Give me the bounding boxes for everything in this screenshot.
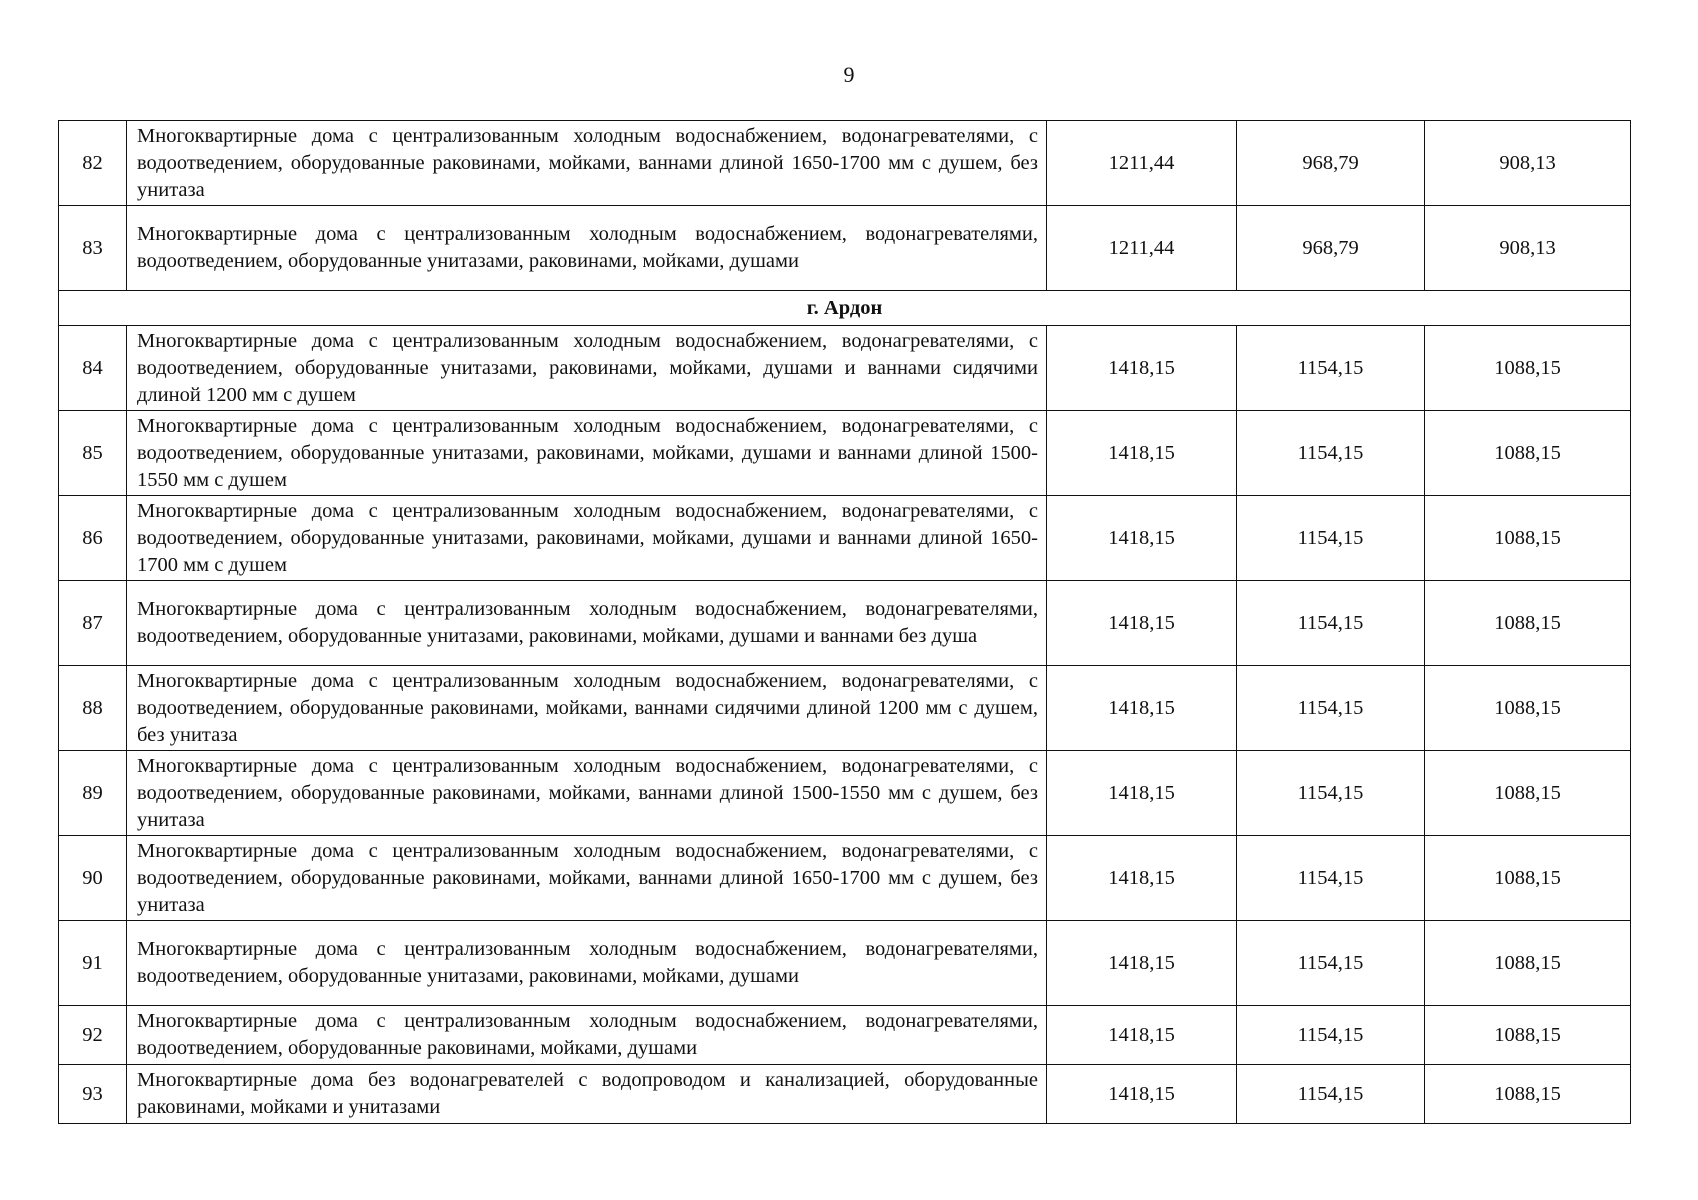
tariff-value-1: 1418,15 xyxy=(1047,921,1237,1006)
row-number: 87 xyxy=(59,581,127,666)
row-number: 93 xyxy=(59,1065,127,1124)
tariff-value-1: 1418,15 xyxy=(1047,836,1237,921)
tariff-value-2: 1154,15 xyxy=(1237,1006,1425,1065)
tariff-value-3: 1088,15 xyxy=(1425,921,1631,1006)
table-row xyxy=(59,921,1631,1006)
row-description: Многоквартирные дома с централизованным холодным водоснабжением, водонагревателями, водоотведением, оборудованные унитазами, раковинами, мойками, душами xyxy=(127,921,1047,1006)
table-row xyxy=(59,1006,1631,1065)
tariff-value-3: 1088,15 xyxy=(1425,326,1631,411)
tariff-value-2: 1154,15 xyxy=(1237,496,1425,581)
row-description: Многоквартирные дома с централизованным холодным водоснабжением, водонагревателями, с водоотведением, оборудованные раковинами, мойками, ваннами длиной 1650-1700 мм с душем, без унитаза xyxy=(127,836,1047,921)
table-row xyxy=(59,121,1631,206)
row-description: Многоквартирные дома с централизованным холодным водоснабжением, водонагревателями, с водоотведением, оборудованные унитазами, раковинами, мойками, душами и ваннами длиной 1650-1700 мм с душем xyxy=(127,496,1047,581)
tariff-value-1: 1211,44 xyxy=(1047,206,1237,291)
row-description: Многоквартирные дома с централизованным холодным водоснабжением, водонагревателями, с водоотведением, оборудованные унитазами, раковинами, мойками, душами и ваннами сидячими длиной 1200 мм с душем xyxy=(127,326,1047,411)
tariff-value-2: 1154,15 xyxy=(1237,666,1425,751)
tariff-value-3: 1088,15 xyxy=(1425,1065,1631,1124)
tariff-value-2: 1154,15 xyxy=(1237,1065,1425,1124)
tariff-value-3: 1088,15 xyxy=(1425,411,1631,496)
tariff-value-3: 1088,15 xyxy=(1425,496,1631,581)
city-heading-row xyxy=(59,291,1631,326)
row-number: 85 xyxy=(59,411,127,496)
table-row xyxy=(59,326,1631,411)
tariff-table xyxy=(58,120,1631,1124)
tariff-value-1: 1418,15 xyxy=(1047,581,1237,666)
tariff-value-1: 1418,15 xyxy=(1047,751,1237,836)
tariff-value-3: 1088,15 xyxy=(1425,1006,1631,1065)
table-row xyxy=(59,751,1631,836)
row-description: Многоквартирные дома с централизованным холодным водоснабжением, водонагревателями, водоотведением, оборудованные унитазами, раковинами, мойками, душами и ваннами без душа xyxy=(127,581,1047,666)
table-row xyxy=(59,1065,1631,1124)
tariff-value-2: 1154,15 xyxy=(1237,326,1425,411)
tariff-value-2: 1154,15 xyxy=(1237,581,1425,666)
row-number: 91 xyxy=(59,921,127,1006)
table-row xyxy=(59,836,1631,921)
tariff-value-1: 1418,15 xyxy=(1047,666,1237,751)
tariff-value-1: 1418,15 xyxy=(1047,326,1237,411)
tariff-value-1: 1418,15 xyxy=(1047,496,1237,581)
row-number: 89 xyxy=(59,751,127,836)
row-number: 88 xyxy=(59,666,127,751)
table-row xyxy=(59,666,1631,751)
page-number: 9 xyxy=(843,62,855,87)
tariff-value-2: 968,79 xyxy=(1237,206,1425,291)
row-number: 86 xyxy=(59,496,127,581)
row-description: Многоквартирные дома с централизованным холодным водоснабжением, водонагревателями, с водоотведением, оборудованные унитазами, раковинами, мойками, душами и ваннами длиной 1500-1550 мм с душем xyxy=(127,411,1047,496)
table-row xyxy=(59,581,1631,666)
tariff-value-1: 1418,15 xyxy=(1047,411,1237,496)
tariff-value-3: 1088,15 xyxy=(1425,581,1631,666)
tariff-value-3: 1088,15 xyxy=(1425,751,1631,836)
tariff-value-3: 908,13 xyxy=(1425,121,1631,206)
tariff-value-1: 1418,15 xyxy=(1047,1065,1237,1124)
tariff-value-3: 908,13 xyxy=(1425,206,1631,291)
table-row xyxy=(59,411,1631,496)
row-description: Многоквартирные дома с централизованным холодным водоснабжением, водонагревателями, с водоотведением, оборудованные раковинами, мойками, ваннами длиной 1500-1550 мм с душем, без унитаза xyxy=(127,751,1047,836)
tariff-value-2: 1154,15 xyxy=(1237,411,1425,496)
tariff-value-2: 1154,15 xyxy=(1237,921,1425,1006)
row-number: 92 xyxy=(59,1006,127,1065)
row-description: Многоквартирные дома с централизованным холодным водоснабжением, водонагревателями, водоотведением, оборудованные раковинами, мойками, душами xyxy=(127,1006,1047,1065)
row-number: 82 xyxy=(59,121,127,206)
tariff-value-2: 968,79 xyxy=(1237,121,1425,206)
tariff-value-2: 1154,15 xyxy=(1237,836,1425,921)
tariff-value-1: 1211,44 xyxy=(1047,121,1237,206)
tariff-value-1: 1418,15 xyxy=(1047,1006,1237,1065)
table-row xyxy=(59,496,1631,581)
city-heading: г. Ардон xyxy=(59,291,1631,326)
row-description: Многоквартирные дома с централизованным холодным водоснабжением, водонагревателями, с водоотведением, оборудованные раковинами, мойками, ваннами сидячими длиной 1200 мм с душем, без унитаза xyxy=(127,666,1047,751)
tariff-value-3: 1088,15 xyxy=(1425,666,1631,751)
row-number: 90 xyxy=(59,836,127,921)
tariff-value-3: 1088,15 xyxy=(1425,836,1631,921)
table-row xyxy=(59,206,1631,291)
tariff-value-2: 1154,15 xyxy=(1237,751,1425,836)
row-number: 84 xyxy=(59,326,127,411)
row-description: Многоквартирные дома с централизованным холодным водоснабжением, водонагревателями, водоотведением, оборудованные унитазами, раковинами, мойками, душами xyxy=(127,206,1047,291)
row-number: 83 xyxy=(59,206,127,291)
row-description: Многоквартирные дома без водонагревателей с водопроводом и канализацией, оборудованные раковинами, мойками и унитазами xyxy=(127,1065,1047,1124)
row-description: Многоквартирные дома с централизованным холодным водоснабжением, водонагревателями, с водоотведением, оборудованные раковинами, мойками, ваннами длиной 1650-1700 мм с душем, без унитаза xyxy=(127,121,1047,206)
